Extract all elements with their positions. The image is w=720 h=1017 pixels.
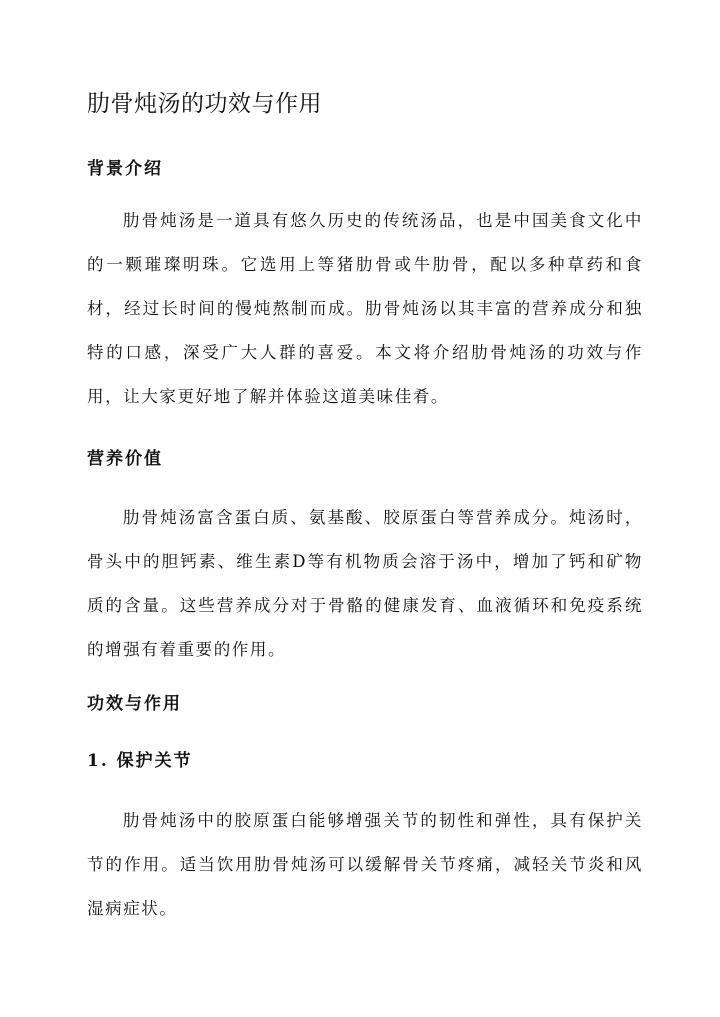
section-heading-background: 背景介绍 xyxy=(87,159,163,179)
paragraph-nutrition: 肋骨炖汤富含蛋白质、氨基酸、胶原蛋白等营养成分。炖汤时，骨头中的胆钙素、维生素D等有机物质会溶于汤中，增加了钙和矿物质的含量。这些营养成分对于骨骼的健康发育、血液循环和免疫系统的增强有着重要的作用。 xyxy=(87,508,643,659)
section-heading-effects: 功效与作用 xyxy=(87,694,182,714)
subsection-heading-joints: 1. 保护关节 xyxy=(87,751,193,771)
paragraph-joints: 肋骨炖汤中的胶原蛋白能够增强关节的韧性和弹性，具有保护关节的作用。适当饮用肋骨炖汤可以缓解骨关节疼痛，减轻关节炎和风湿病症状。 xyxy=(87,811,643,918)
document-title: 肋骨炖汤的功效与作用 xyxy=(87,91,322,117)
section-heading-nutrition: 营养价值 xyxy=(87,449,163,469)
paragraph-background: 肋骨炖汤是一道具有悠久历史的传统汤品，也是中国美食文化中的一颗璀璨明珠。它选用上等猪肋骨或牛肋骨，配以多种草药和食材，经过长时间的慢炖熬制而成。肋骨炖汤以其丰富的营养成分和独特的口感，深受广大人群的喜爱。本文将介绍肋骨炖汤的功效与作用，让大家更好地了解并体验这道美味佳肴。 xyxy=(87,211,643,406)
